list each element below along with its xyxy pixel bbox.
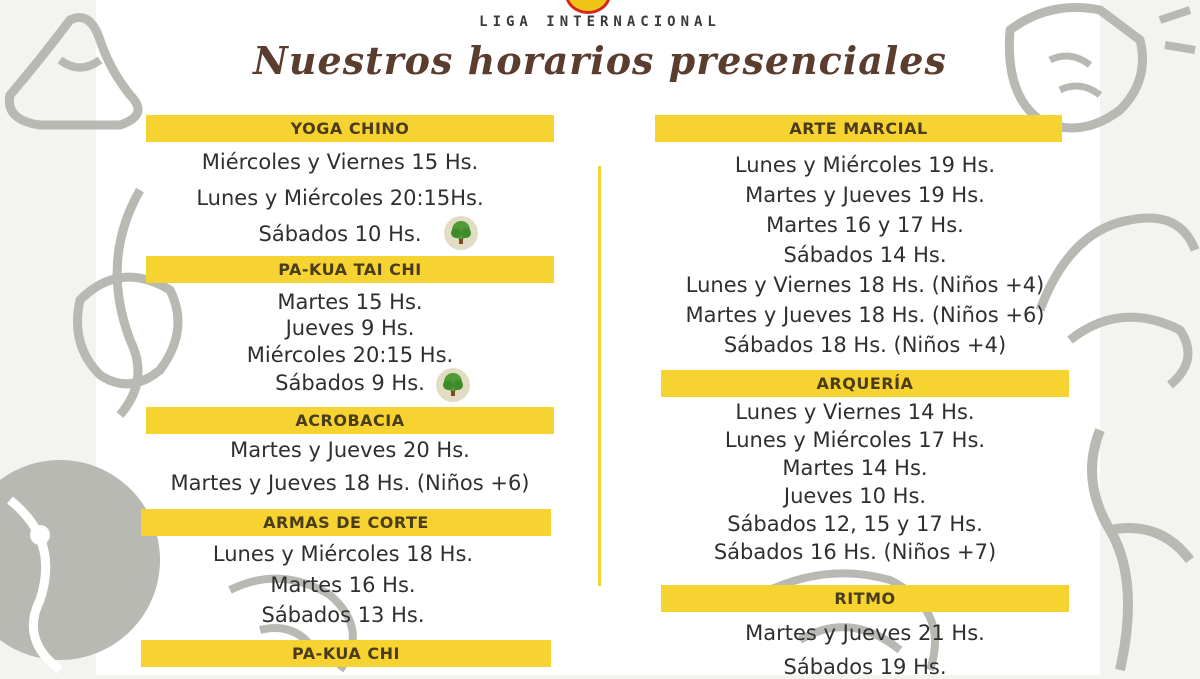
schedule-line: Miércoles 20:15 Hs.: [246, 343, 454, 367]
section-header-pa-kua-chi: PA-KUA CHI: [141, 640, 551, 667]
schedule-line: Sábados 14 Hs.: [783, 243, 947, 267]
schedule-line: Jueves 9 Hs.: [285, 316, 415, 340]
league-name: LIGA INTERNACIONAL: [479, 14, 721, 30]
schedule-line: Martes 14 Hs.: [782, 456, 928, 480]
schedule-line: Sábados 18 Hs. (Niños +4): [723, 333, 1007, 357]
schedule-line: Lunes y Miércoles 17 Hs.: [724, 428, 986, 452]
schedule-line: Lunes y Miércoles 19 Hs.: [734, 153, 996, 177]
section-header-pa-kua-tai-chi: PA-KUA TAI CHI: [146, 256, 554, 283]
schedule-line: Sábados 13 Hs.: [261, 603, 425, 627]
schedule-line: Lunes y Miércoles 18 Hs.: [212, 542, 474, 566]
schedule-line: Sábados 16 Hs. (Niños +7): [713, 540, 997, 564]
section-header-armas-de-corte: ARMAS DE CORTE: [141, 509, 551, 536]
schedule-line: Sábados 9 Hs.: [275, 371, 425, 395]
schedule-line: Martes y Jueves 20 Hs.: [230, 438, 470, 462]
section-header-acrobacia: ACROBACIA: [146, 407, 554, 434]
schedule-line: Martes y Jueves 19 Hs.: [745, 183, 985, 207]
schedule-line: Martes y Jueves 18 Hs. (Niños +6): [170, 471, 530, 495]
section-header-ritmo: RITMO: [661, 585, 1069, 612]
schedule-line: Sábados 12, 15 y 17 Hs.: [727, 512, 983, 536]
tree-icon: [436, 368, 470, 402]
schedule-line: Martes 16 y 17 Hs.: [766, 213, 964, 237]
page-title: Nuestros horarios presenciales: [253, 38, 947, 83]
schedule-line: Lunes y Viernes 18 Hs. (Niños +4): [685, 273, 1045, 297]
schedule-line: Miércoles y Viernes 15 Hs.: [201, 150, 479, 174]
schedule-line: Martes y Jueves 21 Hs.: [745, 621, 985, 645]
schedule-line: Martes 15 Hs.: [277, 290, 423, 314]
schedule-line: Jueves 10 Hs.: [783, 484, 927, 508]
schedule-line: Martes y Jueves 18 Hs. (Niños +6): [685, 303, 1045, 327]
schedule-line: Martes 16 Hs.: [270, 573, 416, 597]
tree-icon: [444, 216, 478, 250]
section-header-yoga-chino: YOGA CHINO: [146, 115, 554, 142]
schedule-line: Lunes y Viernes 14 Hs.: [735, 400, 975, 424]
schedule-line: Sábados 19 Hs.: [783, 655, 947, 679]
schedule-line: Sábados 10 Hs.: [258, 222, 422, 246]
schedule-line: Lunes y Miércoles 20:15Hs.: [196, 186, 484, 210]
section-header-arte-marcial: ARTE MARCIAL: [655, 115, 1062, 142]
section-header-arqueria: ARQUERÍA: [661, 370, 1069, 397]
